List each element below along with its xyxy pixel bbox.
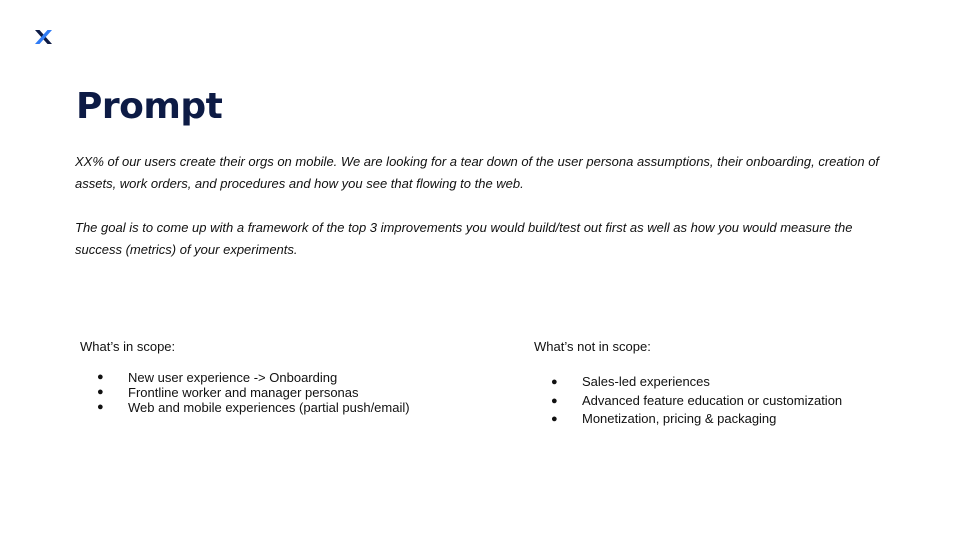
list-item-text: Frontline worker and manager personas — [128, 385, 359, 400]
prompt-paragraph-1: XX% of our users create their orgs on mobile. We are looking for a tear down of the user persona assumptions, their onboarding, creation of assets, work orders, and procedures and how you see that flowing to the web. — [75, 154, 880, 191]
list-item — [97, 385, 410, 400]
bullet-icon: ● — [551, 394, 558, 407]
in-scope-heading: What’s in scope: — [80, 339, 176, 354]
list-item — [97, 370, 410, 385]
bullet-icon: ● — [97, 371, 104, 383]
bullet-icon: ● — [551, 376, 558, 388]
out-of-scope-heading: What’s not in scope: — [534, 339, 651, 354]
slide-title: Prompt — [76, 86, 223, 127]
list-item-text: Sales-led experiences — [582, 374, 710, 389]
list-item-text: New user experience -> Onboarding — [128, 370, 338, 385]
out-of-scope-list — [551, 373, 842, 429]
list-item — [551, 373, 842, 392]
bullet-icon: ● — [97, 401, 104, 413]
list-item — [551, 392, 842, 411]
company-logo-icon — [35, 30, 52, 44]
list-item-text: Monetization, pricing & packaging — [582, 411, 777, 426]
list-item-text: Advanced feature education or customization — [582, 392, 843, 408]
list-item-text: Web and mobile experiences (partial push/email) — [128, 400, 410, 415]
bullet-icon: ● — [551, 413, 558, 425]
list-item — [97, 400, 410, 415]
prompt-paragraph-2: The goal is to come up with a framework of the top 3 improvements you would build/test out first as well as how you would measure the success (metrics) of your experiments. — [75, 220, 853, 257]
list-item — [551, 410, 842, 429]
in-scope-list — [97, 370, 410, 415]
bullet-icon: ● — [97, 386, 104, 398]
